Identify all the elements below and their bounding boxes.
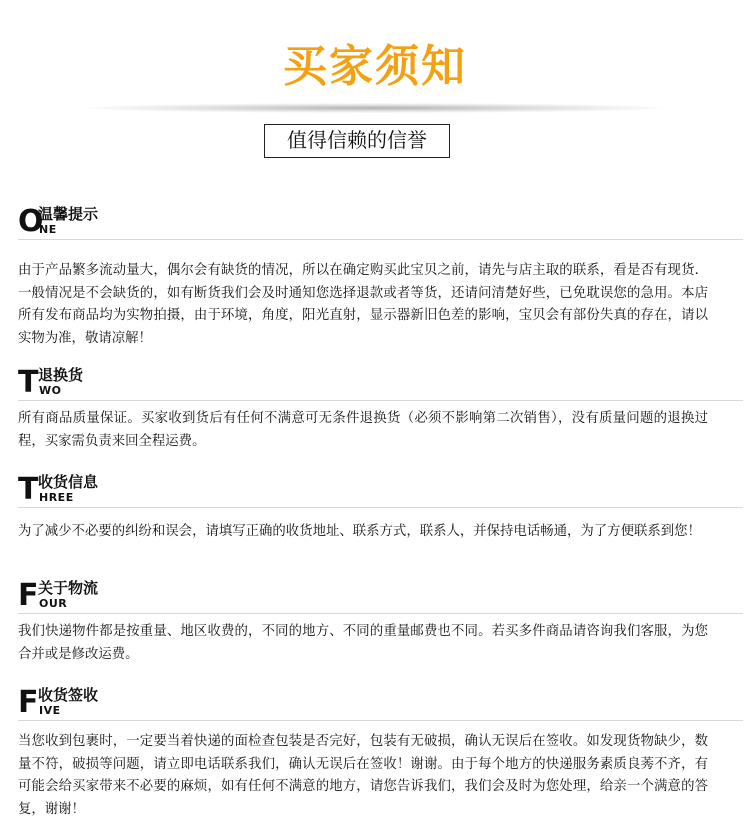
section-heading: 收货签收 [38, 686, 99, 704]
section-body-text: 由于产品繁多流动量大，偶尔会有缺货的情况，所以在确定购买此宝贝之前，请先与店主取的联系，看是否有现货．一般情况是不会缺货的，如有断货我们会及时通知您选择退款或者等货，还请问清楚好些，已免耽误您的急用。本店所有发布商品均为实物拍摄，由于环境，角度，阳光直射，显示器新旧色差的影响，宝贝会有部份失真的存在，请以实物为准，敬请凉解！ [18, 263, 708, 346]
section-big-letter: T [18, 472, 39, 507]
section-two [18, 365, 708, 449]
page-subtitle-box: 值得信赖的信誉 [264, 124, 450, 158]
page-title: 买家须知 [283, 41, 467, 92]
section-heading: 收货信息 [38, 473, 99, 491]
section-big-letter: O [18, 204, 44, 239]
title-shadow-divider [80, 103, 670, 113]
section-body-text: 当您收到包裹时，一定要当着快递的面检查包装是否完好，包装有无破损，确认无误后在签收。如发现货物缺少，数量不符，破损等问题，请立即电话联系我们，确认无误后在签收！谢谢。由于每个地方的快递服务素质良莠不齐，有可能会给买家带来不必要的麻烦，如有任何不满意的地方，请您告诉我们，我们会及时为您处理，给亲一个满意的答复，谢谢！ [18, 734, 708, 817]
section-header [18, 473, 708, 507]
section-divider [18, 613, 743, 614]
section-body-text: 我们快递物件都是按重量、地区收费的，不同的地方、不同的重量邮费也不同。若买多件商品请咨询我们客服，为您合并或是修改运费。 [18, 624, 708, 662]
section-heading: 温馨提示 [38, 205, 99, 223]
section-header [18, 579, 708, 613]
section-one [18, 204, 708, 346]
section-heading: 退换货 [38, 366, 84, 384]
section-three [18, 472, 708, 539]
section-number-suffix: NE [39, 223, 57, 236]
section-divider [18, 400, 743, 401]
section-header [18, 205, 708, 239]
section-number-suffix: IVE [39, 704, 61, 717]
section-number-suffix: HREE [39, 491, 74, 504]
section-header [18, 686, 708, 720]
section-body-text: 为了减少不必要的纠纷和误会，请填写正确的收货地址、联系方式，联系人，并保持电话畅通，为了方便联系到您！ [18, 524, 701, 539]
section-heading: 关于物流 [38, 579, 99, 597]
section-body-text: 所有商品质量保证。买家收到货后有任何不满意可无条件退换货（必须不影响第二次销售），没有质量问题的退换过程，买家需负责来回全程运费。 [18, 411, 708, 449]
section-five [18, 685, 708, 817]
section-divider [18, 507, 743, 508]
section-divider [18, 239, 743, 240]
section-number-suffix: OUR [39, 597, 68, 610]
section-big-letter: F [18, 578, 39, 613]
section-big-letter: F [18, 685, 39, 720]
section-big-letter: T [18, 365, 39, 400]
section-divider [18, 720, 743, 721]
section-number-suffix: WO [39, 384, 62, 397]
section-header [18, 366, 708, 400]
section-four [18, 578, 708, 662]
